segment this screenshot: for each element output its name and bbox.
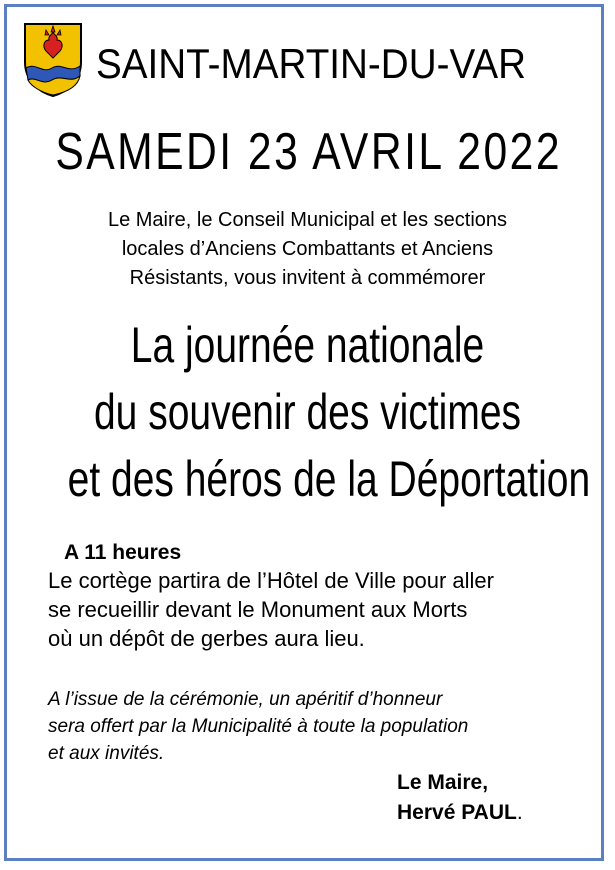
headline-line: La journée nationale — [130, 317, 485, 373]
signature-block — [397, 768, 523, 828]
program-line: où un dépôt de gerbes aura lieu. — [48, 626, 365, 651]
event-time: A 11 heures — [64, 541, 182, 564]
event-date: SAMEDI 23 AVRIL 2022 — [55, 123, 562, 181]
program-line: Le cortège partira de l’Hôtel de Ville pour aller — [48, 568, 494, 593]
signature-period: . — [516, 801, 523, 824]
intro-line: Résistants, vous invitent à commémorer — [129, 267, 486, 289]
coat-of-arms-icon — [22, 18, 84, 98]
note-line: sera offert par la Municipalité à toute la population — [48, 716, 469, 737]
intro-line: locales d’Anciens Combattants et Anciens — [121, 238, 494, 260]
note-line: A l’issue de la cérémonie, un apéritif d’honneur — [48, 689, 443, 710]
headline-line: du souvenir des victimes — [93, 384, 522, 440]
program-line: se recueillir devant le Monument aux Morts — [48, 597, 468, 622]
town-name: SAINT-MARTIN-DU-VAR — [96, 40, 527, 87]
signature-name: Hervé PAUL — [397, 801, 517, 824]
invitation-intro — [0, 206, 615, 293]
signature-title: Le Maire, — [397, 771, 489, 794]
event-headline — [0, 312, 615, 513]
reception-note — [48, 686, 468, 767]
program-description — [48, 566, 494, 653]
headline-line: et des héros de la Déportation — [67, 451, 591, 507]
intro-line: Le Maire, le Conseil Municipal et les sections — [107, 209, 508, 231]
note-line: et aux invités. — [48, 743, 165, 764]
signature-name-line — [397, 798, 523, 828]
